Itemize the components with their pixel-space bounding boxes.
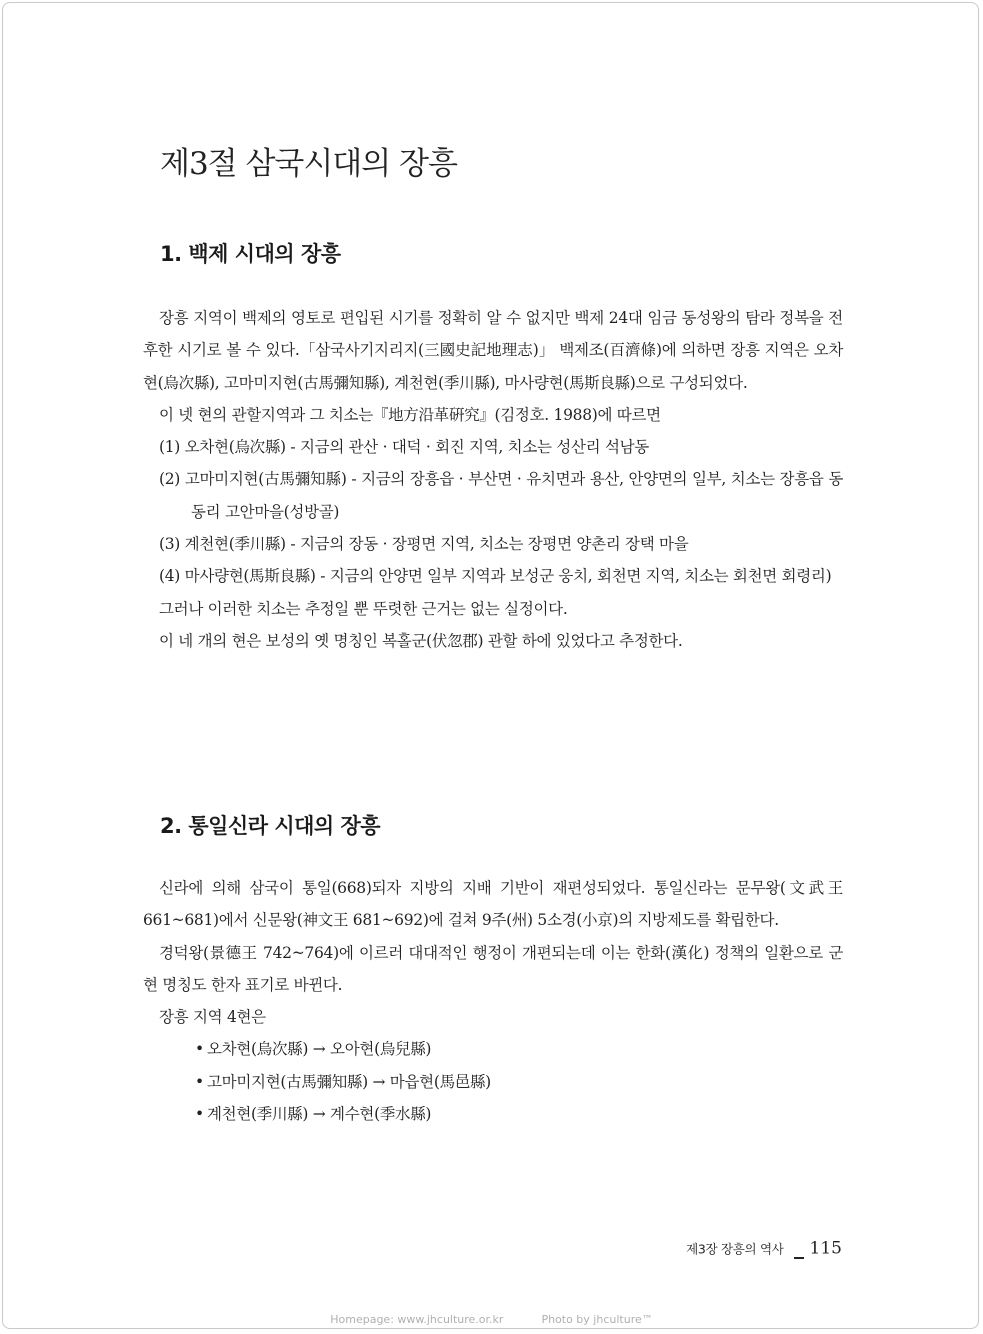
photo-credit: Photo by jhculture™	[541, 1313, 653, 1326]
homepage-credit: Homepage: www.jhculture.or.kr	[330, 1313, 504, 1326]
body-paragraph: 그러나 이러한 치소는 추정일 뿐 뚜렷한 근거는 없는 실정이다.	[159, 599, 568, 618]
renaming-bullet-item	[143, 1098, 843, 1130]
running-head: 제3장 장흥의 역사	[686, 1241, 784, 1257]
county-list-item: (1) 오차현(烏次縣) - 지금의 관산 · 대덕 · 회진 지역, 치소는 성산리 석남동	[159, 438, 649, 457]
page-number: 115	[809, 1238, 842, 1259]
bullet-icon: •	[195, 1072, 204, 1091]
credit-bar	[0, 1313, 983, 1326]
bullet-icon: •	[195, 1105, 204, 1124]
body-paragraph: 장흥 지역 4현은	[159, 1008, 266, 1027]
section-heading-baekje: 1. 백제 시대의 장흥	[160, 242, 341, 266]
body-paragraph: 신라에 의해 삼국이 통일(668)되자 지방의 지배 기반이 재편성되었다. 통일신라는 문무왕(文武王 661~681)에서 신문왕(神文王 681~692)에 걸쳐 9주(州) 5소경(小京)의 지방제도를 확립한다.	[143, 879, 843, 930]
section-body-baekje	[143, 302, 843, 657]
renaming-text: 고마미지현(古馬彌知縣) → 마읍현(馬邑縣)	[207, 1072, 491, 1091]
body-paragraph: 이 네 개의 현은 보성의 옛 명칭인 복홀군(伏忽郡) 관할 하에 있었다고 추정한다.	[159, 631, 683, 650]
county-list-item: (3) 계천현(季川縣) - 지금의 장동 · 장평면 지역, 치소는 장평면 양촌리 장택 마을	[159, 535, 689, 554]
footer-rule	[794, 1257, 804, 1259]
county-list-item: (4) 마사량현(馬斯良縣) - 지금의 안양면 일부 지역과 보성군 웅치, 회천면 지역, 치소는 회천면 회령리)	[159, 567, 832, 586]
renaming-text: 계천현(季川縣) → 계수현(季水縣)	[207, 1105, 432, 1124]
bullet-icon: •	[195, 1040, 204, 1059]
body-paragraph: 경덕왕(景德王 742~764)에 이르러 대대적인 행정이 개편되는데 이는 한화(漢化) 정책의 일환으로 군현 명칭도 한자 표기로 바뀐다.	[143, 943, 843, 994]
renaming-bullet-item	[143, 1066, 843, 1098]
body-paragraph: 장흥 지역이 백제의 영토로 편입된 시기를 정확히 알 수 없지만 백제 24대 임금 동성왕의 탐라 정복을 전후한 시기로 볼 수 있다.「삼국사기지리지(三國史記地理志)」 백제조(百濟條)에 의하면 장흥 지역은 오차현(烏次縣), 고마미지현(古馬彌知縣), 계천현(季川縣), 마사량현(馬斯良縣)으로 구성되었다.	[143, 309, 843, 392]
body-paragraph: 이 넷 현의 관할지역과 그 치소는『地方沿革硏究』(김정호. 1988)에 따르면	[159, 405, 661, 424]
renaming-text: 오차현(烏次縣) → 오아현(烏兒縣)	[207, 1040, 432, 1059]
renaming-bullet-item	[143, 1033, 843, 1065]
section-body-unified-silla	[143, 872, 843, 1130]
county-list-item: (2) 고마미지현(古馬彌知縣) - 지금의 장흥읍 · 부산면 · 유치면과 용산, 안양면의 일부, 치소는 장흥읍 동동리 고안마을(성방골)	[159, 470, 843, 521]
page-footer	[0, 1238, 842, 1259]
section-heading-unified-silla: 2. 통일신라 시대의 장흥	[160, 814, 381, 838]
chapter-title: 제3절 삼국시대의 장흥	[160, 146, 457, 182]
